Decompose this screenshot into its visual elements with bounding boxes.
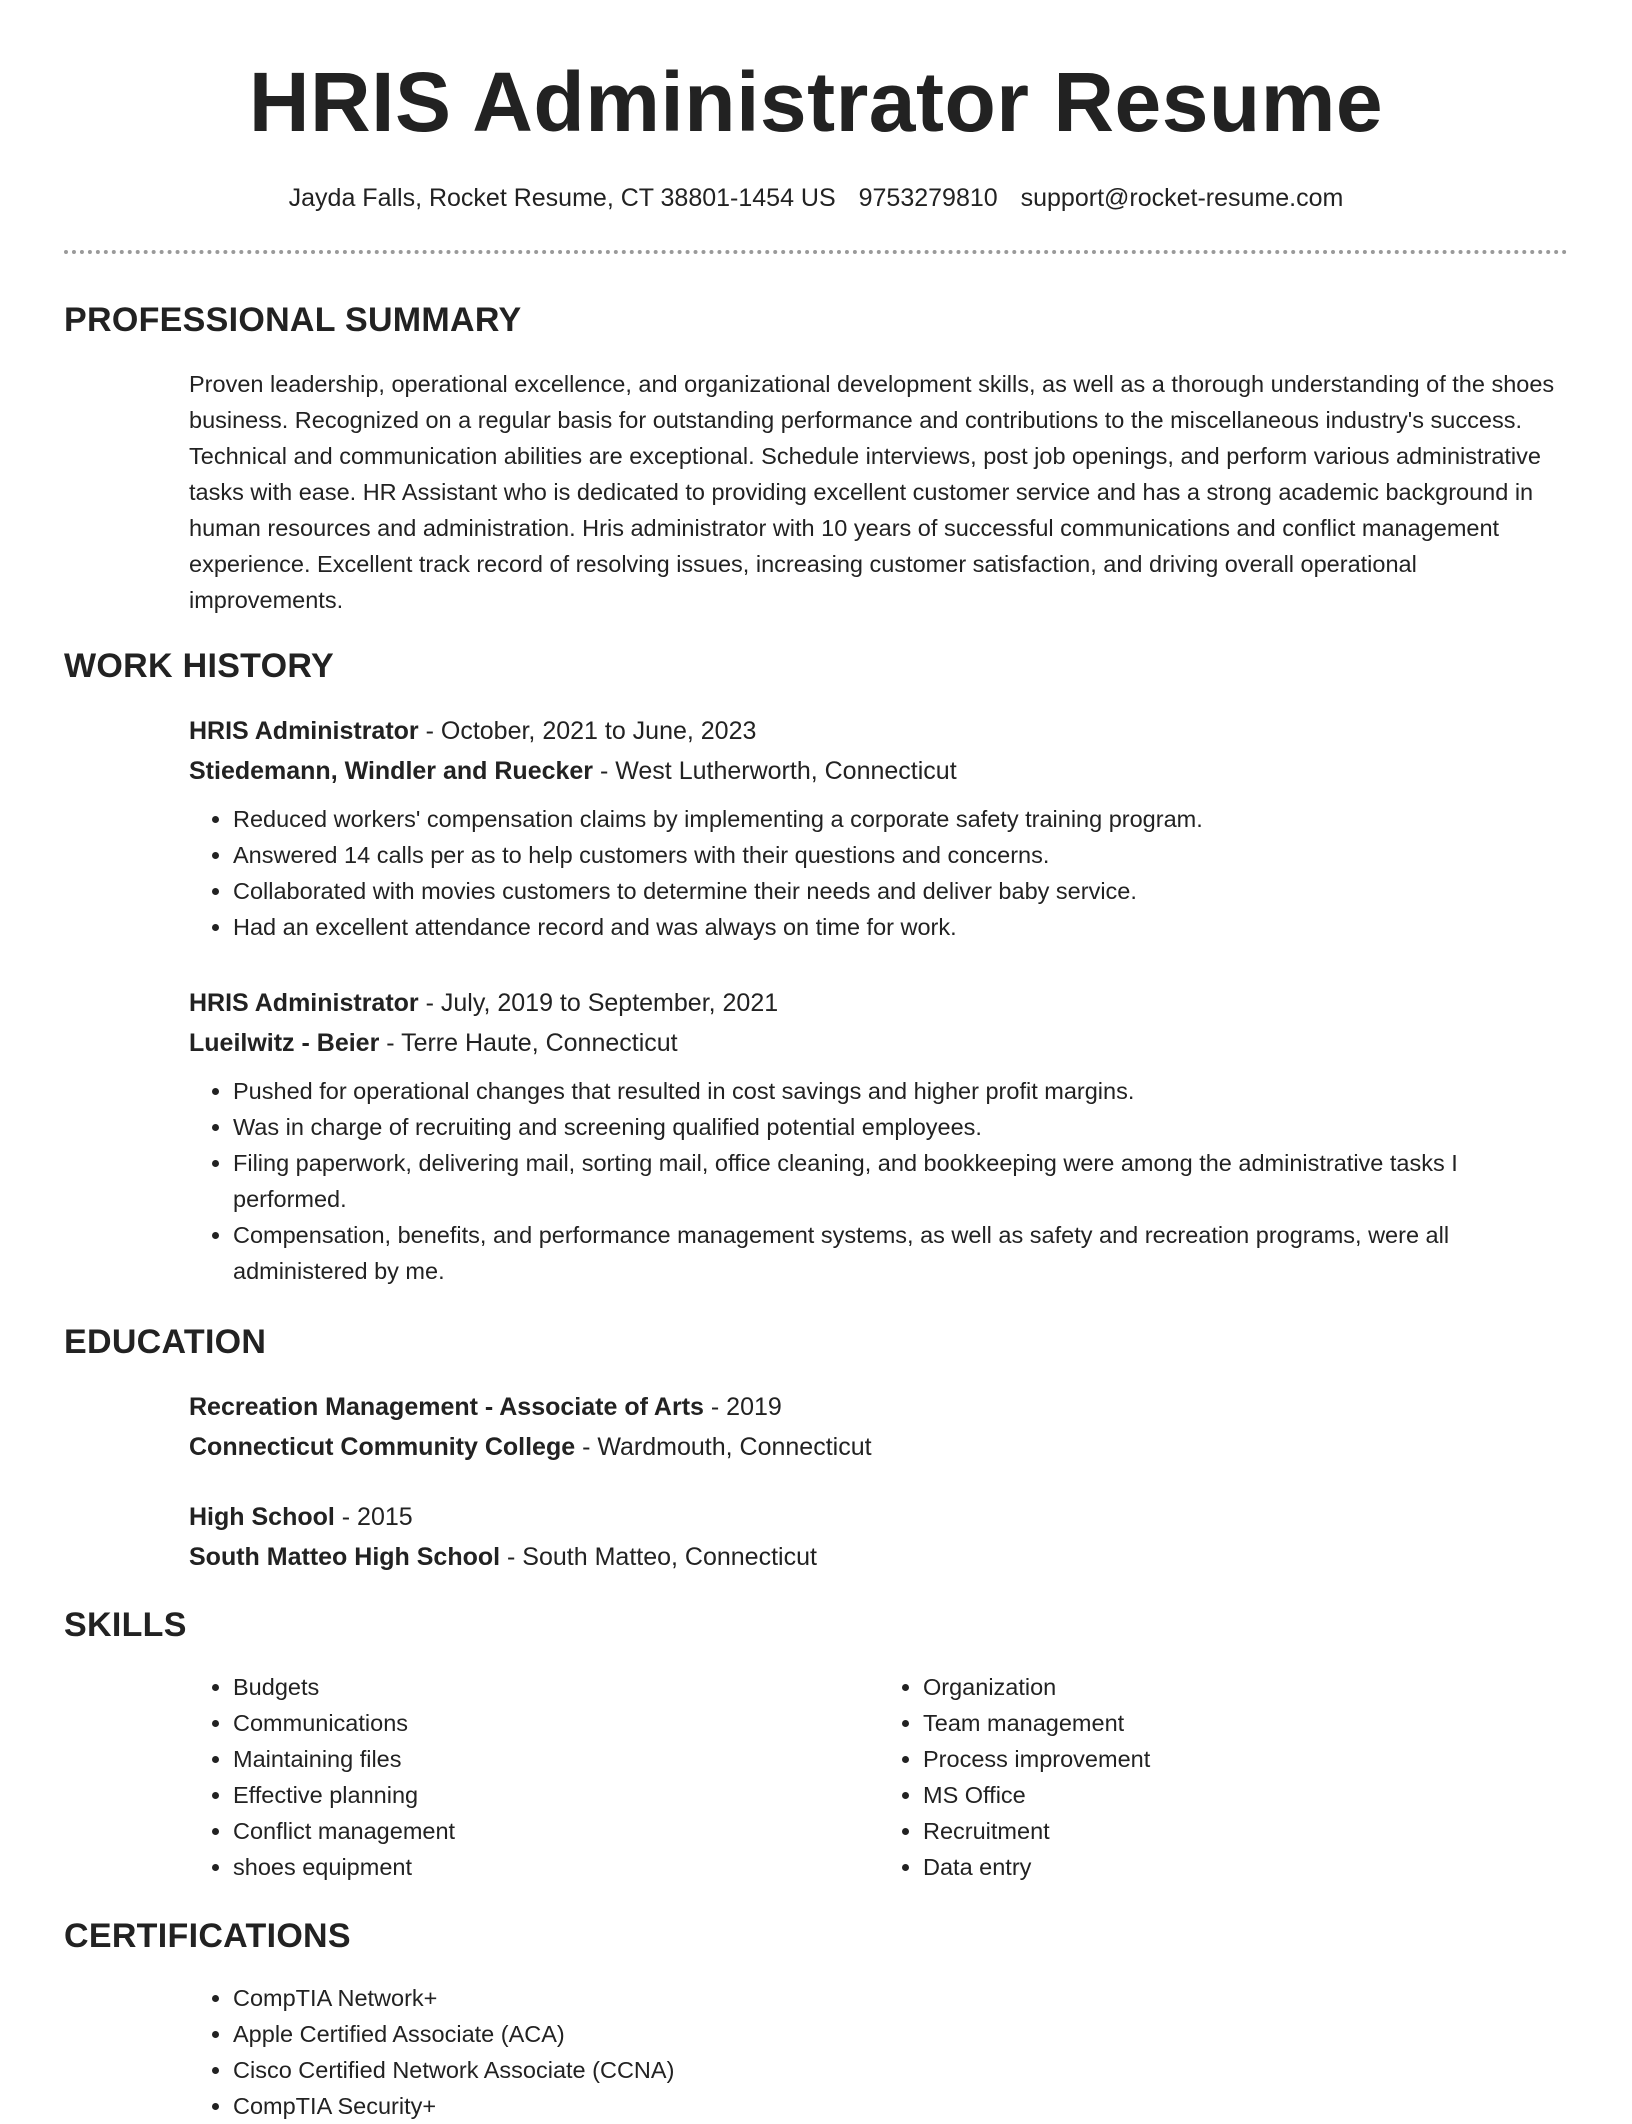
- skill-item: • shoes equipment: [233, 1849, 879, 1885]
- job-title: HRIS Administrator: [189, 989, 419, 1017]
- degree: High School: [189, 1503, 335, 1531]
- skill-item: • Process improvement: [923, 1741, 1569, 1777]
- school: Connecticut Community College: [189, 1433, 576, 1461]
- school-location: - Wardmouth, Connecticut: [575, 1433, 872, 1461]
- certifications-heading: CERTIFICATIONS: [64, 1917, 351, 1955]
- skills-heading: SKILLS: [64, 1606, 187, 1644]
- school-line: [189, 1427, 1569, 1467]
- job-entry: [189, 983, 1569, 1289]
- certifications-block: [189, 1980, 1569, 2124]
- header-divider: [64, 250, 1568, 254]
- job-company: Lueilwitz - Beier: [189, 1029, 380, 1057]
- skill-item: • Maintaining files: [233, 1741, 879, 1777]
- job-title-line: [189, 983, 1569, 1023]
- skills-list-left: [189, 1669, 879, 1885]
- job-location: - Terre Haute, Connecticut: [379, 1029, 678, 1057]
- job-entry: [189, 711, 1569, 945]
- job-bullet: • Pushed for operational changes that resulted in cost savings and higher profit margins.: [233, 1073, 1569, 1109]
- work-history-heading: WORK HISTORY: [64, 647, 334, 685]
- job-bullet: • Answered 14 calls per as to help customers with their questions and concerns.: [233, 837, 1569, 873]
- degree-line: [189, 1497, 1569, 1537]
- skill-item: • MS Office: [923, 1777, 1569, 1813]
- school-location: - South Matteo, Connecticut: [500, 1543, 817, 1571]
- job-bullets: [189, 1073, 1569, 1289]
- education-entry: [189, 1497, 1569, 1577]
- job-bullet: • Compensation, benefits, and performance management systems, as well as safety and recreation programs, were all administered by me.: [233, 1217, 1569, 1289]
- job-company-line: [189, 751, 1569, 791]
- certification-item: • Apple Certified Associate (ACA): [233, 2016, 1569, 2052]
- degree-line: [189, 1387, 1569, 1427]
- certification-item: • CompTIA Security+: [233, 2088, 1569, 2124]
- job-title: HRIS Administrator: [189, 717, 419, 745]
- certification-item: • Cisco Certified Network Associate (CCNA): [233, 2052, 1569, 2088]
- contact-email: support@rocket-resume.com: [1020, 184, 1344, 212]
- skill-item: • Team management: [923, 1705, 1569, 1741]
- job-location: - West Lutherworth, Connecticut: [593, 757, 957, 785]
- certifications-list: [189, 1980, 1569, 2124]
- job-bullet: • Was in charge of recruiting and screening qualified potential employees.: [233, 1109, 1569, 1145]
- skills-list-right: [879, 1669, 1569, 1885]
- contact-phone: 9753279810: [858, 184, 998, 212]
- contact-line: [0, 180, 1632, 216]
- job-bullet: • Had an excellent attendance record and was always on time for work.: [233, 909, 1569, 945]
- skill-item: • Conflict management: [233, 1813, 879, 1849]
- summary-text: Proven leadership, operational excellence, and organizational development skills, as well as a thorough understanding of the shoes business. Recognized on a regular basis for outstanding performance and contributions to the miscellaneous industry's success. Technical and communication abilities are exceptional. Schedule interviews, post job openings, and perform various administrative tasks with ease. HR Assistant who is dedicated to providing excellent customer service and has a strong academic background in human resources and administration. Hris administrator with 10 years of successful communications and conflict management experience. Excellent track record of resolving issues, increasing customer satisfaction, and driving overall operational improvements.: [189, 371, 1555, 613]
- degree: Recreation Management - Associate of Arts: [189, 1393, 704, 1421]
- education-entry: [189, 1387, 1569, 1467]
- skill-item: • Budgets: [233, 1669, 879, 1705]
- job-company: Stiedemann, Windler and Ruecker: [189, 757, 594, 785]
- job-dates: - July, 2019 to September, 2021: [418, 989, 779, 1017]
- certification-item: • CompTIA Network+: [233, 1980, 1569, 2016]
- skill-item: • Communications: [233, 1705, 879, 1741]
- school: South Matteo High School: [189, 1543, 501, 1571]
- summary-block: [189, 366, 1569, 618]
- job-title-line: [189, 711, 1569, 751]
- skill-item: • Organization: [923, 1669, 1569, 1705]
- skill-item: • Recruitment: [923, 1813, 1569, 1849]
- job-dates: - October, 2021 to June, 2023: [418, 717, 757, 745]
- contact-address: Jayda Falls, Rocket Resume, CT 38801-1454 US: [288, 184, 836, 212]
- education-heading: EDUCATION: [64, 1323, 267, 1361]
- job-company-line: [189, 1023, 1569, 1063]
- job-bullets: [189, 801, 1569, 945]
- summary-heading: PROFESSIONAL SUMMARY: [64, 301, 522, 339]
- page-title: HRIS Administrator Resume: [248, 55, 1384, 149]
- skill-item: • Data entry: [923, 1849, 1569, 1885]
- job-bullet: • Reduced workers' compensation claims by implementing a corporate safety training program.: [233, 801, 1569, 837]
- degree-year: - 2019: [703, 1393, 782, 1421]
- job-bullet: • Collaborated with movies customers to determine their needs and deliver baby service.: [233, 873, 1569, 909]
- skill-item: • Effective planning: [233, 1777, 879, 1813]
- degree-year: - 2015: [334, 1503, 413, 1531]
- job-bullet: • Filing paperwork, delivering mail, sorting mail, office cleaning, and bookkeeping were among the administrative tasks I performed.: [233, 1145, 1569, 1217]
- skills-columns: [189, 1669, 1569, 1885]
- school-line: [189, 1537, 1569, 1577]
